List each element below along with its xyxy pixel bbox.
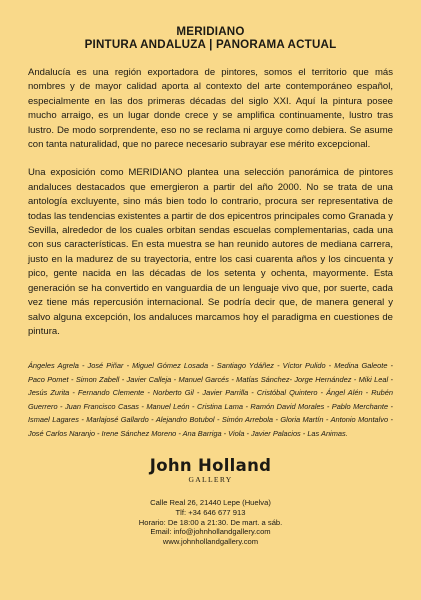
artist-list: Ángeles Agrela - José Piñar - Miguel Gómez Losada - Santiago Ydáñez - Víctor Pulido - Medina Galeote - Paco Pomet - Simon Zabell - Javier Calleja - Manuel Garcés - Matías Sánchez- Jorge Hernández - Miki Leal - Jesús Zurita - Fernando Clemente - Norberto Gil - Javier Parrilla - Cristóbal Quintero - Ángel Alén - Rubén Guerrero - Juan Francisco Casas - Manuel León - Cristina Lama - Ramón David Morales - Pablo Merchante - Ismael Lagares - Marlajosé Gallardo - Alejandro Botubol - Simón Arrebola - Gloria Martín - Antonio Montalvo - José Carlos Naranjo - Irene Sánchez Moreno - Ana Barriga - Viola - Javier Palacios - Las Animas.	[28, 361, 393, 438]
intro-paragraph: Andalucía es una región exportadora de pintores, somos el territorio que más nombres y de mayor calidad aporta al contexto del arte contemporáneo español, especialmente en las dos primeras décadas del siglo XXI. Aquí la pintura posee mucho arraigo, es un lugar donde crece y se amplifica continuamente, lustro tras lustro. De modo sorprendente, eso no se reclama ni arguye como debiera. Se asume con tanta naturalidad, que no parece necesario subrayar ese mérito excepcional.	[28, 67, 393, 151]
page-subtitle: PINTURA ANDALUZA | PANORAMA ACTUAL	[84, 38, 337, 51]
contact-info	[28, 498, 393, 547]
page-title: MERIDIANO	[176, 25, 245, 38]
gallery-logo	[28, 457, 393, 484]
phone-line: Tlf: +34 646 677 913	[175, 508, 246, 518]
exhibition-paragraph: Una exposición como MERIDIANO plantea una selección panorámica de pintores andaluces destacados que emergieron a partir del año 2000. No se trata de una antología excluyente, sino más bien todo lo contrario, procura ser representativa de todas las tendencias existentes a partir de dos epicentros principales como Granada y Sevilla, alrededor de los cuales orbitan sendas escuelas complementarias, cada una con sus características. En esta muestra se han reunido autores de mediana carrera, justo en la madurez de su trayectoria, entre los casi cuarenta años y los cincuenta y pico, gente nacida en las décadas de los setenta y ochenta, mayormente. Esta generación se ha convertido en vanguardia de un lenguaje vivo que, por suerte, cada vez tiene más repercusión internacional. Se podría decir que, de manera general y salvo alguna excepción, los andaluces marcamos hoy el paradigma en cuestiones de pintura.	[28, 167, 393, 337]
email-line: Email: info@johnhollandgallery.com	[150, 527, 271, 537]
hours-line: Horario: De 18:00 a 21:30. De mart. a sáb.	[138, 517, 283, 527]
website-line: www.johnhollandgallery.com	[162, 537, 259, 547]
gallery-label: GALLERY	[188, 475, 233, 485]
address-line: Calle Real 26, 21440 Lepe (Huelva)	[150, 498, 271, 508]
gallery-name: John Holland	[149, 456, 272, 476]
header	[28, 25, 393, 51]
